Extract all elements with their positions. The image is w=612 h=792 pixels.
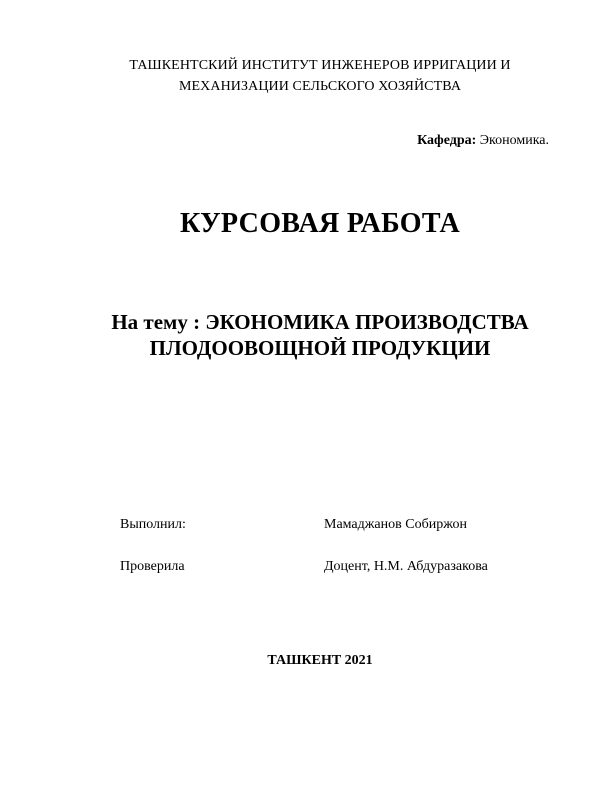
topic xyxy=(40,309,600,361)
performed-by-name: Мамаджанов Собиржон xyxy=(324,517,468,532)
institute-name-line-1: ТАШКЕНТСКИЙ ИНСТИТУТ ИНЖЕНЕРОВ ИРРИГАЦИИ И xyxy=(129,58,511,73)
city-year: ТАШКЕНТ 2021 xyxy=(267,653,373,668)
department-label: Кафедра: xyxy=(417,133,477,148)
performed-by-row xyxy=(120,514,580,536)
institute-name-line-2: МЕХАНИЗАЦИИ СЕЛЬСКОГО ХОЗЯЙСТВА xyxy=(178,79,462,94)
institute-name xyxy=(40,55,600,97)
topic-line-1: На тему : ЭКОНОМИКА ПРОИЗВОДСТВА xyxy=(111,310,529,334)
checked-by-label: Проверила xyxy=(120,559,185,574)
document-title: КУРСОВАЯ РАБОТА xyxy=(180,208,460,239)
topic-line-2: ПЛОДООВОЩНОЙ ПРОДУКЦИИ xyxy=(149,336,491,360)
department xyxy=(417,131,549,151)
checked-by-name: Доцент, Н.М. Абдуразакова xyxy=(324,559,488,574)
department-value: Экономика. xyxy=(479,133,549,148)
performed-by-label: Выполнил: xyxy=(120,517,186,532)
checked-by-row xyxy=(120,556,580,578)
